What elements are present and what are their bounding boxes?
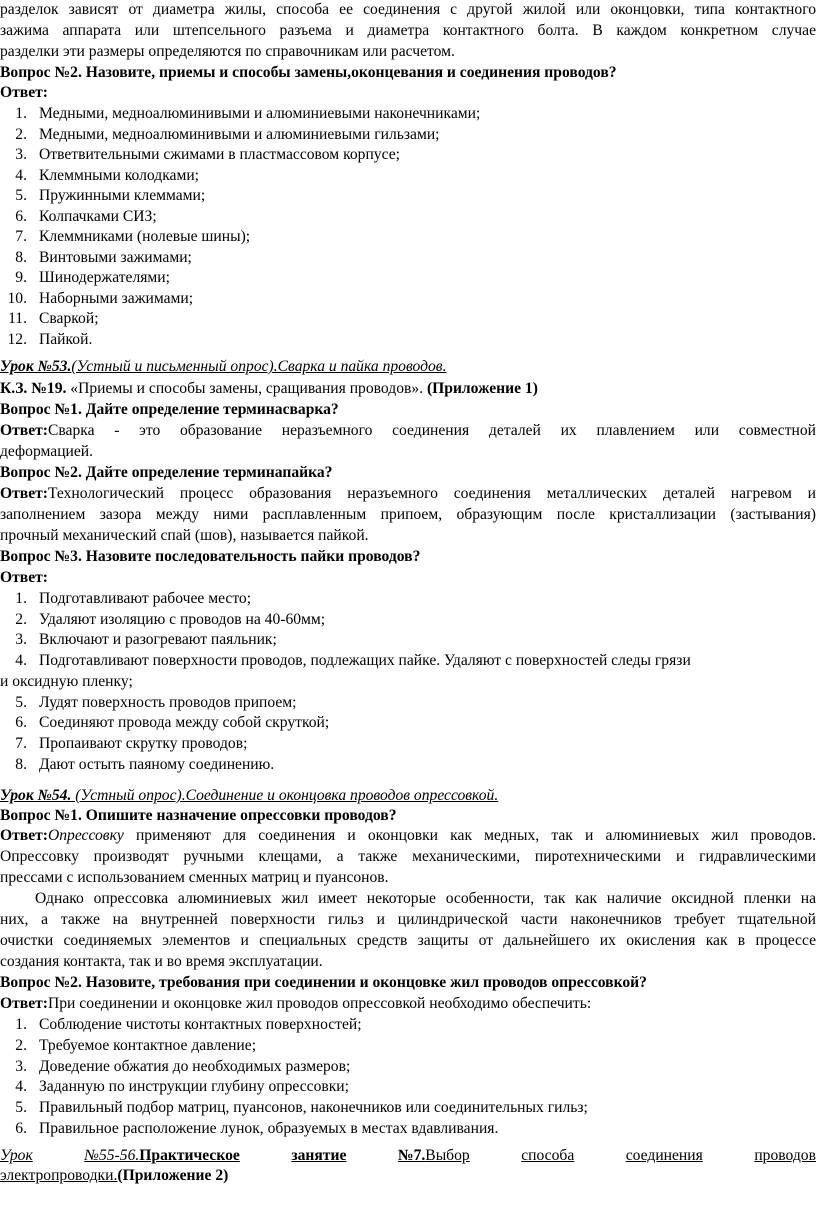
answer-crimping-text: применяют для соединения и оконцовки как медных, так и алюминиевых жил проводов. [123,827,816,844]
list-item-number: 10. [7,289,27,307]
answer-soldering-text: Технологический процесс образования неразъемного соединения металлических деталей нагревом и [47,485,816,502]
lesson-55-56-title [0,1146,816,1166]
list-item [0,125,440,145]
list-item-number: 8. [15,755,27,773]
lesson-55-56-appendix: (Приложение 2) [117,1167,229,1184]
answer-label: Ответ: [0,827,48,844]
answer-label: Ответ: [0,422,48,439]
lesson-54-title [0,786,498,806]
lesson-55-56-number: №55-56. [84,1147,140,1164]
kz-19-appendix: (Приложение 1) [426,380,538,397]
lesson-54-number: Урок №54. [0,787,72,804]
list-item-text: Сваркой; [39,310,99,327]
list-item-number: 7. [15,734,27,752]
list-item [0,1077,349,1097]
list-item-number: 9. [15,269,27,286]
list-item [0,1119,498,1139]
list-item-number: 3. [15,1057,27,1075]
answer-crimping-requirements [0,994,591,1014]
list-item [0,1098,588,1118]
crimping-paragraph-line-1: Однако опрессовка алюминиевых жил имеет некоторые особенности, так как наличие оксидной пленки на [35,890,816,907]
answer-welding-line-1 [0,421,816,441]
lesson-55-56-wiring: электропроводки. [0,1167,118,1184]
intro-line-2: зажима аппарата или штепсельного разъема и диаметра контактного болта. В каждом конкретном случае [0,22,816,39]
answer-crimping-line-3: прессами с использованием сменных матриц и пуансонов. [0,869,389,886]
kz-19-number: К.З. №19. [0,380,67,397]
intro-line-1: разделок зависят от диаметра жилы, способа ее соединения с другой жилой или оконцовки, типа контактного [0,1,816,18]
list-item [0,166,199,186]
list-item [0,755,274,775]
lesson-55-56-lesson-word: занятие [291,1147,347,1164]
answer-soldering-line-2: заполнением зазора между ними расплавленным припоем, образующим после кристаллизации (застывания) [0,506,816,523]
list-item [0,693,297,713]
question-crimping-purpose: Вопрос №1. Опишите назначение опрессовки проводов? [0,807,397,824]
answer-label: Ответ: [0,995,48,1012]
lesson-55-56-method: способа [521,1147,575,1164]
list-item [0,330,92,350]
list-item-text: Заданную по инструкции глубину опрессовки; [39,1078,349,1096]
lesson-55-56-practical: Практическое [139,1147,240,1164]
list-item-number: 4. [15,1078,27,1096]
list-item [0,289,193,309]
list-item-text: Требуемое контактное давление; [39,1036,257,1054]
lesson-53-number: Урок №53. [0,358,72,375]
lesson-55-56-word-lesson: Урок [0,1147,33,1164]
question-methods: Вопрос №2. Назовите, приемы и способы замены,оконцевания и соединения проводов? [0,64,617,81]
list-item-number: 1. [15,105,27,122]
answer-welding-line-2: деформацией. [0,443,94,460]
question-soldering-sequence: Вопрос №3. Назовите последовательность пайки проводов? [0,548,421,565]
lesson-55-56-wires: проводов [754,1147,816,1164]
list-item-number: 4. [15,166,27,184]
list-item [0,1015,362,1035]
answer-crimping-term: Опрессовку [47,827,124,844]
answer-label: Ответ: [0,485,48,502]
kz-19-title: «Приемы и способы замены, сращивания проводов». [66,380,427,397]
answer-soldering-line-1 [0,484,816,504]
lesson-55-56-connection: соединения [625,1147,703,1164]
intro-line-3: разделки эти размеры определяются по справочникам или расчетом. [0,43,455,60]
answer-crimping-requirements-text: При соединении и оконцовке жил проводов опрессовкой необходимо обеспечить: [47,995,592,1012]
list-item-text: Колпачками СИЗ; [39,207,157,225]
lesson-55-56-choice: Выбор [425,1147,470,1164]
list-item-number: 2. [15,610,27,628]
list-item [0,145,400,165]
list-item-text: Медными, медноалюминивыми и алюминиевыми наконечниками; [39,105,481,122]
list-item [0,227,250,247]
lesson-53-topic: (Устный и письменный опрос).Сварка и пайка проводов. [71,358,447,375]
lesson-55-56-number-group [84,1146,240,1166]
list-item-number: 5. [15,187,27,204]
list-item-text: Пайкой. [39,330,93,348]
answer-welding-text: Сварка - это образование неразъемного соединения деталей их плавлением или совместной [47,422,816,439]
list-item [0,309,99,329]
list-item [0,630,277,650]
list-item-number: 5. [15,1099,27,1117]
answer-crimping-line-1 [0,826,816,846]
list-item-text: Соединяют провода между собой скруткой; [39,714,330,732]
list-item-number: 6. [15,207,27,225]
list-item-text: Лудят поверхность проводов припоем; [39,693,297,711]
list-item [0,104,480,124]
list-item-text: Наборными зажимами; [39,289,194,307]
list-item-text: Подготавливают поверхности проводов, подлежащих пайке. Удаляют с поверхностей следы грязи [39,652,691,670]
list-item-number: 6. [15,1120,27,1137]
list-item [0,1036,256,1056]
list-item-text: Включают и разогревают паяльник; [39,631,277,649]
list-item-number: 7. [15,228,27,245]
list-item-text: Пружинными клеммами; [39,187,206,204]
list-item-number: 8. [15,248,27,266]
list-item [0,610,325,630]
question-crimping-requirements: Вопрос №2. Назовите, требования при соединении и оконцовке жил проводов опрессовкой? [0,974,647,991]
answer-crimping-line-2: Опрессовку производят ручными клещами, а также механическими, пиротехническими и гидравлическими [0,848,816,865]
list-item-number: 11. [8,310,27,327]
list-item-text: Винтовыми зажимами; [39,248,192,266]
list-item-text: Подготавливают рабочее место; [39,590,252,607]
list-item-number: 1. [15,590,27,607]
list-item [0,268,170,288]
list-item [0,734,247,754]
list-item [0,589,251,609]
list-item-text: Медными, медноалюминивыми и алюминиевыми гильзами; [39,125,440,143]
question-welding: Вопрос №1. Дайте определение терминасварка? [0,401,339,418]
list-item-text: Пропаивают скрутку проводов; [39,734,248,752]
list-item [0,207,157,227]
list-item-text: Ответвительными сжимами в пластмассовом корпусе; [39,146,400,163]
list-item [0,651,691,671]
list-item-text: Клеммными колодками; [39,166,200,184]
list-item-number: 3. [15,631,27,649]
crimping-paragraph-line-4: создания контакта, так и во время эксплуатации. [0,953,323,970]
list-item [0,248,192,268]
list-item-text: Правильное расположение лунок, образуемых в местах вдавливания. [39,1120,499,1137]
lesson-55-56-task-number: №7. [397,1147,426,1164]
list-item [0,713,329,733]
list-item-text: Соблюдение чистоты контактных поверхностей; [39,1016,362,1033]
kz-19-line [0,379,538,399]
question-soldering: Вопрос №2. Дайте определение терминапайка? [0,464,333,481]
list-item-number: 12. [7,330,27,348]
list-item-number: 5. [15,693,27,711]
list-item-number: 3. [15,146,27,163]
list-item-text: Удаляют изоляцию с проводов на 40-60мм; [39,610,326,628]
answer-soldering-line-3: прочный механический спай (шов), называется пайкой. [0,527,369,544]
list-item-text: Правильный подбор матриц, пуансонов, наконечников или соединительных гильз; [39,1099,588,1117]
list-item-number: 1. [15,1016,27,1033]
list-item-text: Дают остыть паяному соединению. [39,755,275,773]
crimping-paragraph-line-2: них, а также на внутренней поверхности гильз и цилиндрической части наконечников требует тщательной [0,911,816,928]
list-item-number: 4. [15,652,27,670]
list-item-text: Клеммниками (нолевые шины); [39,228,251,245]
list-item-number: 6. [15,714,27,732]
lesson-55-56-task-group [398,1146,470,1166]
list-item-number: 2. [15,125,27,143]
crimping-paragraph-line-3: очистки соединяемых элементов и специальных средств защиты от дальнейшего их окисления как в процессе [0,932,816,949]
list-item-text: Шинодержателями; [39,269,170,286]
list-item-continuation: и оксидную пленку; [0,672,133,690]
lesson-54-topic: (Устный опрос).Соединение и оконцовка проводов опрессовкой. [71,787,499,804]
list-item-text: Доведение обжатия до необходимых размеров; [39,1057,351,1075]
list-item [0,186,205,206]
lesson-53-title [0,357,446,377]
answer-label: Ответ: [0,84,48,101]
list-item-number: 2. [15,1036,27,1054]
list-item [0,1057,350,1077]
lesson-55-56-line-2 [0,1166,228,1186]
answer-label: Ответ: [0,569,48,586]
